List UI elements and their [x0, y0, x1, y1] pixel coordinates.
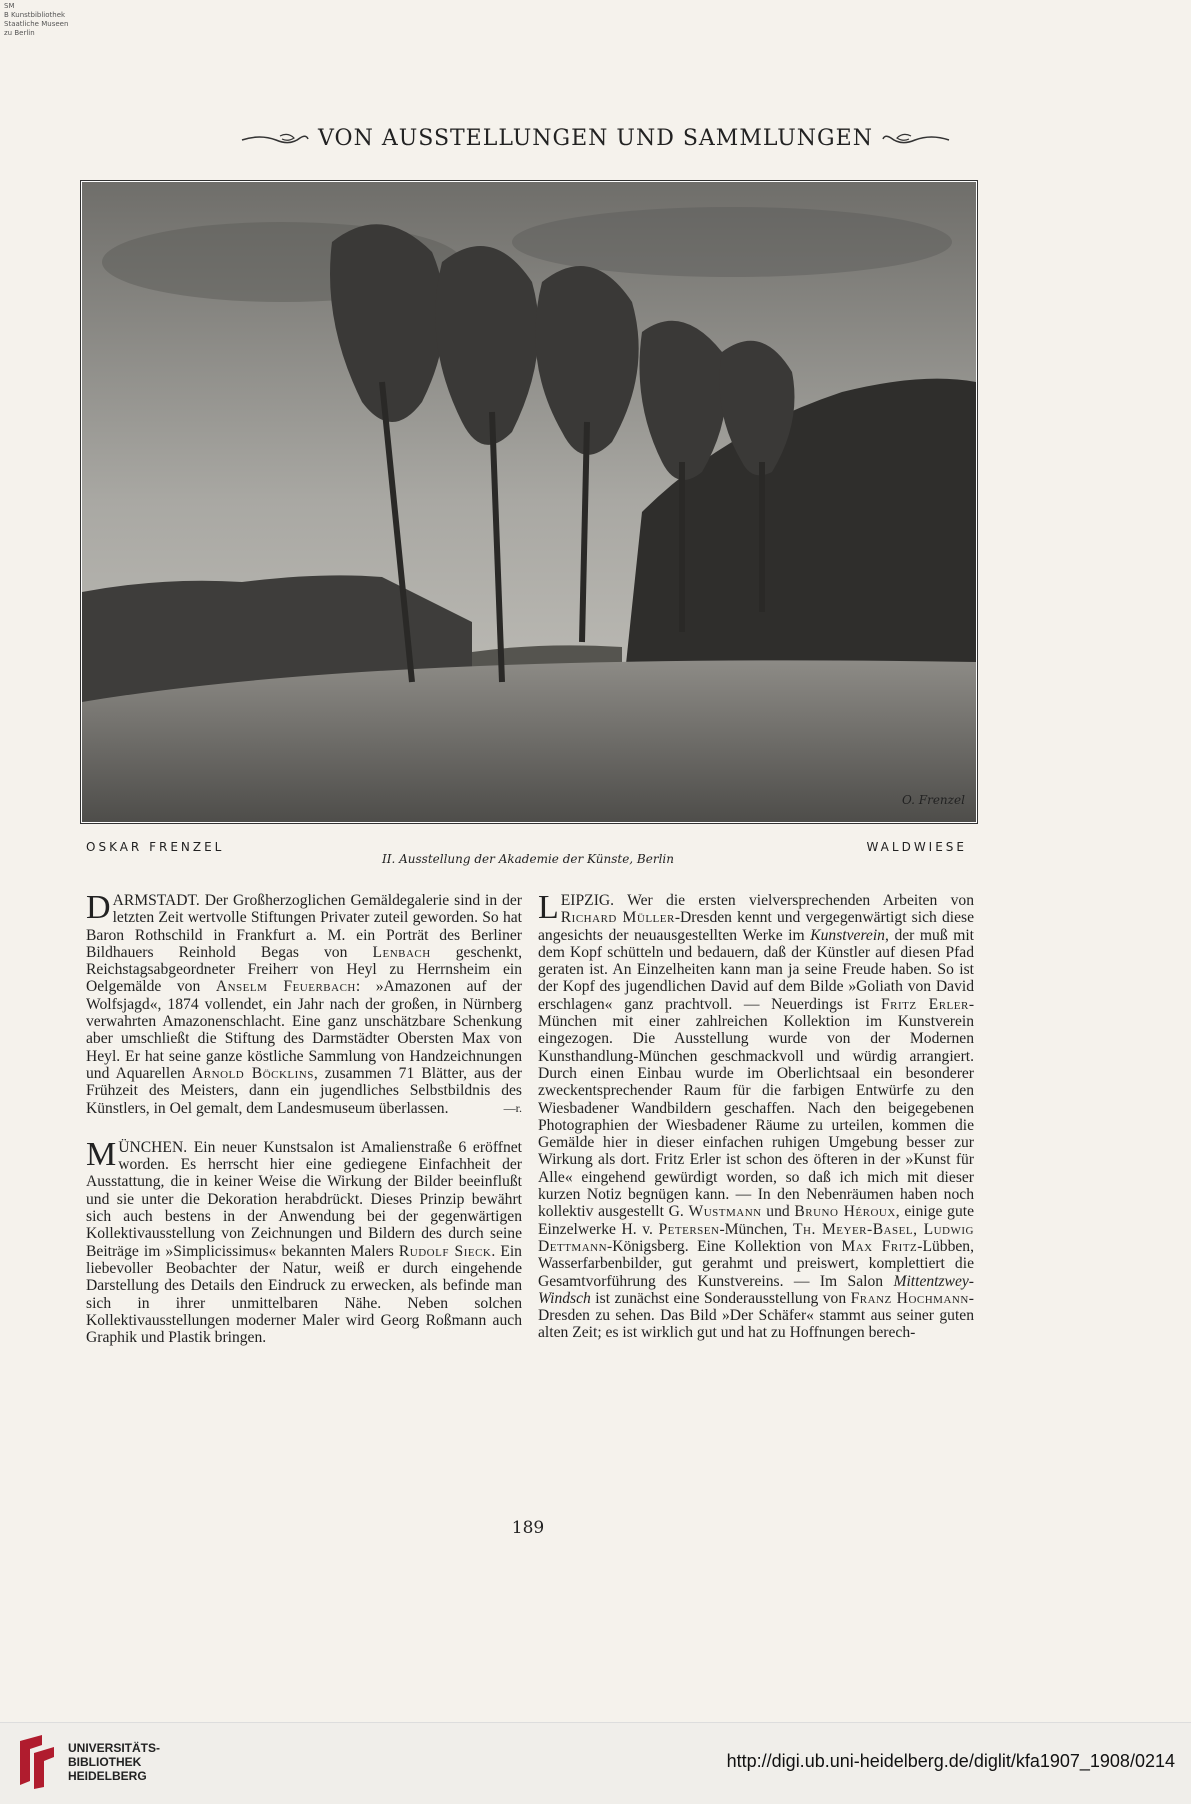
dropcap: L	[538, 889, 559, 926]
emphasis: Kunstverein	[810, 926, 885, 944]
text: geschenkt, Reichstagsabgeordneter Freiherr von Heyl zu Herrnsheim ein Oelgemälde von	[86, 943, 523, 996]
right-ornament-icon	[881, 130, 951, 148]
author-signature: —r.	[503, 1100, 522, 1115]
name-wustmann: Wustmann	[688, 1203, 762, 1221]
name-mueller: Richard Müller	[560, 909, 675, 927]
library-name-line: HEIDELBERG	[68, 1769, 147, 1783]
library-logo-icon	[12, 1731, 62, 1791]
name-heroux: Bruno Héroux	[794, 1203, 896, 1221]
library-name-line: UNIVERSITÄTS-	[68, 1741, 161, 1755]
stamp-line: B Kunstbibliothek	[4, 11, 66, 19]
dropcap: M	[86, 1135, 117, 1173]
text: -München,	[719, 1220, 793, 1238]
library-stamp	[4, 2, 68, 38]
text: . Ein liebevoller Beobachter der Natur, weiß er durch eingehende Darstellung des Details den Eindruck zu erwecken, als befinde man sich in ihrer unmittelbaren Nähe. Neben solchen Kollektivausstellungen moderner Maler wird Georg Roßmann auch Graphik und Plastik bringen.	[86, 1242, 522, 1347]
text: EIPZIG. Wer die ersten vielversprechenden Arbeiten von	[560, 892, 974, 909]
dropcap: D	[86, 889, 111, 926]
text: -Lübben, Wasserfarbenbilder, gut gerahmt und preiswert, komplettiert die Gesamtvorführung des Kunstvereins. — Im Salon	[538, 1237, 974, 1290]
text: , einige gute Einzelwerke H. v.	[538, 1203, 974, 1238]
section-header	[0, 126, 1191, 151]
figure-caption: II. Ausstellung der Akademie der Künste, Berlin	[382, 852, 674, 866]
left-column	[86, 889, 523, 1360]
name-hochmann: Franz Hochmann	[850, 1289, 969, 1307]
right-column	[538, 889, 975, 1356]
text: ÜNCHEN. Ein neuer Kunstsalon ist Amalienstraße 6 eröffnet worden. Es herrscht hier eine gediegene Einfachheit der Ausstattung, die in keiner Weise die Wirkung der Bilder beeinflußt und sie unter die Dekoration herabdrückt. Dieses Prinzip bewährt sich auch bestens in der Anwendung bei der gegenwärtigen Kollektivausstellung von Zeichnungen und Bildern des durch seine Beiträge im »Simplicissimus« bekannten Malers	[86, 1138, 522, 1260]
artist-name: OSKAR FRENZEL	[86, 840, 225, 854]
text: , zusammen 71 Blätter, aus der Frühzeit des Meisters, dann ein jugendliches Selbstbildnis des Künstlers, in Oel gemalt, dem Landesmuseum überlassen.	[86, 1064, 522, 1117]
text: ARMSTADT. Der Großherzoglichen Gemäldegalerie sind in der letzten Zeit wertvolle Stiftungen Privater zuteil geworden. So hat Baron Rothschild in Frankfurt a. M. ein Porträt des Berliner Bildhauers Reinhold Begas von	[86, 892, 522, 961]
page-number: 189	[511, 1518, 545, 1538]
painting-reproduction	[80, 180, 978, 824]
digital-copy-url[interactable]: http://digi.ub.uni-heidelberg.de/diglit/kfa1907_1908/0214	[726, 1751, 1175, 1771]
text: und	[761, 1203, 795, 1221]
artwork-title: WALDWIESE	[866, 840, 967, 854]
article-muenchen	[86, 1135, 522, 1347]
left-ornament-icon	[240, 130, 310, 148]
name-feuerbach: Anselm Feuerbach	[215, 978, 356, 996]
text: ist zunächst eine Sonderausstellung von	[590, 1289, 851, 1307]
footer-bar	[0, 1722, 1191, 1804]
library-name-line: BIBLIOTHEK	[68, 1755, 142, 1769]
library-name	[68, 1741, 160, 1783]
text: -Dresden kennt und vergegenwärtigt sich diese angesichts der neuausgestellten Werke im	[538, 909, 975, 944]
stamp-line: Staatliche Museen	[4, 20, 69, 28]
text: , der muß mit dem Kopf schütteln und bedauern, daß der Künstler auf diesen Pfad geraten ist. An Einzelheiten kann man ja seine Freude haben. So ist der Kopf des jugendlichen David auf dem Bilde »Goliath von David erschlagen« ganz prachtvoll. — Neuerdings ist	[538, 926, 974, 1013]
name-erler: Fritz Erler	[880, 995, 969, 1013]
stamp-line: zu Berlin	[4, 29, 35, 37]
name-boecklin: Arnold Böcklins	[192, 1064, 314, 1082]
article-leipzig	[538, 889, 975, 1342]
name-lenbach: Lenbach	[372, 943, 431, 961]
text: -Königsberg. Eine Kollektion von	[607, 1237, 842, 1255]
section-title: VON AUSSTELLUNGEN UND SAMMLUNGEN	[318, 126, 873, 151]
article-darmstadt	[86, 889, 523, 1117]
name-fritz: Max Fritz	[841, 1237, 918, 1255]
text: -München mit einer zahlreichen Kollektion im Kunstverein eingezogen. Die Ausstellung wurde von der Modernen Kunsthandlung-München geschmackvoll und würdig arrangiert. Durch einen Einbau wurde im Oberlichtsaal ein besonderer zweckentsprechender Raum für die farbigen Entwürfe zu den Wiesbadener Wandbildern geschaffen. Nach den beigegebenen Photographien der Wiesbadener Räume zu urteilen, kommen die Gemälde hier in dieser einfachen ruhigen Umgebung besser zur Wirkung als dort. Fritz Erler ist schon des öfteren in der »Kunst für Alle« eingehend gewürdigt worden, so daß ich mich mit dieser kurzen Notiz begnügen kann. — In den Nebenräumen haben noch kollektiv ausgestellt G.	[538, 995, 975, 1221]
text: : »Amazonen auf der Wolfsjagd«, 1874 vollendet, ein Jahr nach der großen, in Nürnberg verwahrten Amazonenschlacht. Eine ganz unschätzbare Schenkung aber umschließt die Stiftung des Darmstädter Obersten Max von Heyl. Er hat seine ganze köstliche Sammlung von Handzeichnungen und Aquarellen	[86, 978, 522, 1082]
svg-text:O. Frenzel: O. Frenzel	[902, 793, 965, 807]
landscape-image	[82, 182, 976, 822]
stamp-line: SM	[4, 2, 15, 10]
emphasis: Mittentzwey-Windsch	[538, 1272, 974, 1307]
name-sieck: Rudolf Sieck	[398, 1242, 492, 1260]
name-petersen: Petersen	[658, 1220, 720, 1238]
text: -Dresden zu sehen. Das Bild »Der Schäfer« stammt aus seiner guten alten Zeit; es ist wirklich gut und hat zu Hoffnungen berech-	[538, 1289, 974, 1342]
name-meyer-dettmann: Th. Meyer-Basel, Ludwig Dettmann	[538, 1220, 974, 1255]
